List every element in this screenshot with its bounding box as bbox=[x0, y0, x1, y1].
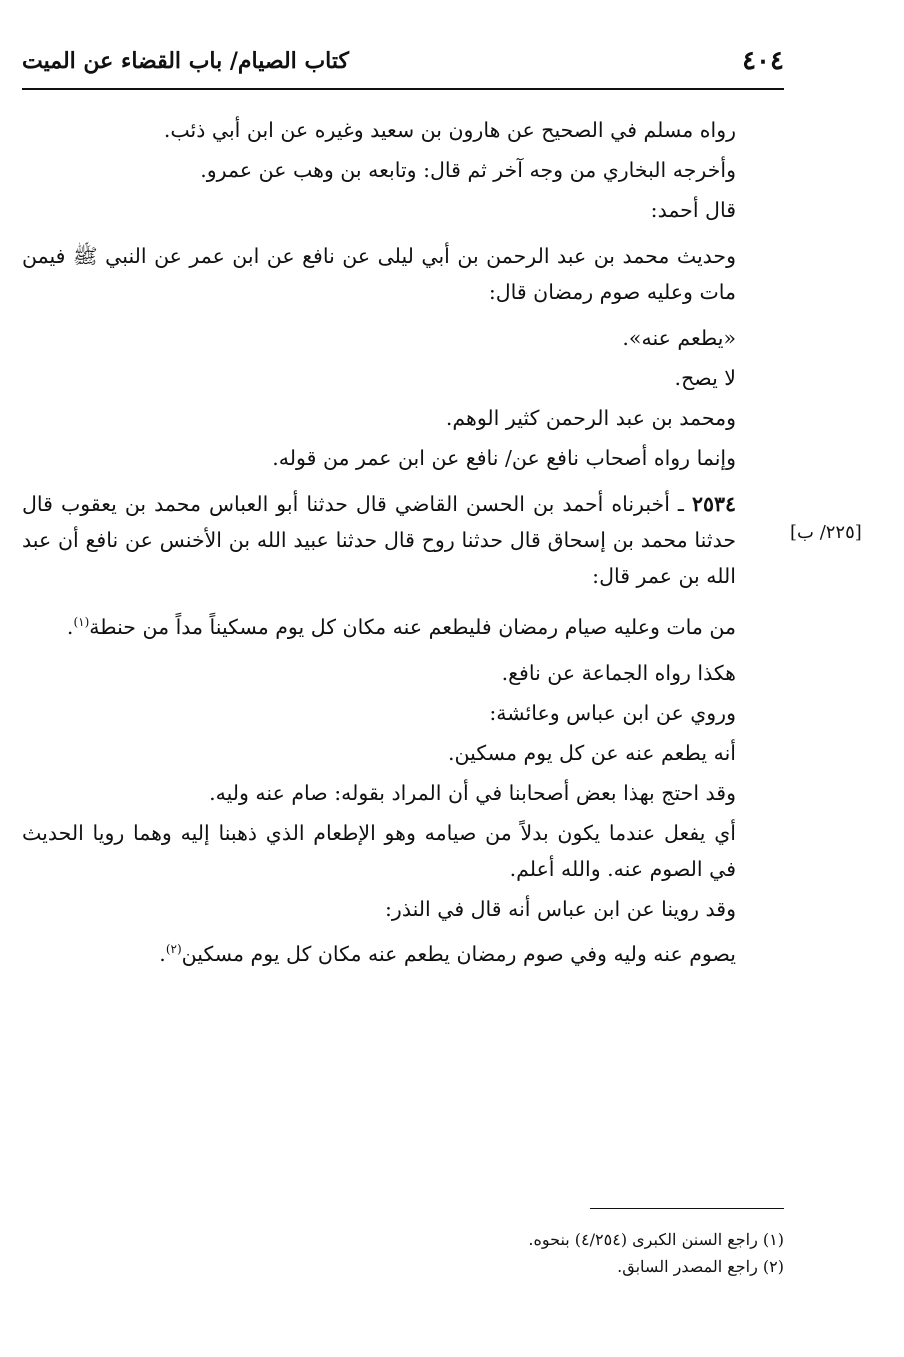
paragraph: وأخرجه البخاري من وجه آخر ثم قال: وتابعه بن وهب عن عمرو. bbox=[200, 158, 736, 182]
paragraph: أي يفعل عندما يكون بدلاً من صيامه وهو الإطعام الذي ذهبنا إليه وهما رويا الحديث في الصوم عنه. والله أعلم. bbox=[22, 820, 736, 881]
footnote-rule bbox=[590, 1208, 784, 1209]
footnote-ref[interactable]: (٢) bbox=[165, 941, 182, 956]
paragraph: لا يصح. bbox=[674, 366, 736, 390]
header-rule bbox=[22, 88, 784, 90]
paragraph: رواه مسلم في الصحيح عن هارون بن سعيد وغيره عن ابن أبي ذئب. bbox=[163, 118, 736, 142]
hadith-isnad: ـ أخبرناه أحمد بن الحسن القاضي قال حدثنا أبو العباس محمد بن يعقوب قال حدثنا محمد بن إسحاق قال حدثنا روح قال حدثنا عبيد الله بن الأخنس عن نافع أن عبد الله بن عمر قال: bbox=[22, 492, 736, 588]
main-text bbox=[22, 112, 784, 972]
manuscript-folio-note: [٢٢٥/ ب] bbox=[790, 522, 862, 543]
hadith-matn: من مات وعليه صيام رمضان فليطعم عنه مكان كل يوم مسكيناً مداً من حنطة$^{(١)}$. bbox=[66, 614, 736, 639]
running-title: كتاب الصيام/ باب القضاء عن الميت bbox=[22, 48, 349, 74]
footnote: (١) راجع السنن الكبرى (٤/٢٥٤) بنحوه. bbox=[528, 1230, 784, 1249]
paragraph: وروي عن ابن عباس وعائشة: bbox=[489, 700, 736, 725]
paragraph: قال أحمد: bbox=[650, 198, 736, 222]
paragraph: ومحمد بن عبد الرحمن كثير الوهم. bbox=[445, 406, 736, 430]
hadith-paragraph bbox=[22, 486, 784, 594]
paragraph: يصوم عنه وليه وفي صوم رمضان يطعم عنه مكان كل يوم مسكين$^{(٢)}$. bbox=[159, 941, 736, 966]
paragraph: وإنما رواه أصحاب نافع عن/ نافع عن ابن عمر من قوله. bbox=[272, 446, 736, 470]
paragraph: وحديث محمد بن عبد الرحمن بن أبي ليلى عن نافع عن ابن عمر عن النبي ﷺ فيمن مات وعليه صوم رمضان قال: bbox=[22, 244, 736, 304]
footnote-ref[interactable]: (١) bbox=[73, 615, 90, 629]
paragraph: هكذا رواه الجماعة عن نافع. bbox=[501, 660, 736, 685]
paragraph: أنه يطعم عنه عن كل يوم مسكين. bbox=[448, 740, 736, 765]
footnote: (٢) راجع المصدر السابق. bbox=[617, 1257, 784, 1276]
page-number: ٤٠٤ bbox=[742, 46, 784, 76]
paragraph: «يطعم عنه». bbox=[622, 326, 736, 350]
hadith-number: ٢٥٣٤ bbox=[691, 492, 736, 516]
footnotes bbox=[22, 1226, 784, 1280]
paragraph: وقد روينا عن ابن عباس أنه قال في النذر: bbox=[385, 896, 736, 921]
page-header bbox=[22, 40, 784, 86]
paragraph: وقد احتج بهذا بعض أصحابنا في أن المراد بقوله: صام عنه وليه. bbox=[209, 780, 736, 805]
